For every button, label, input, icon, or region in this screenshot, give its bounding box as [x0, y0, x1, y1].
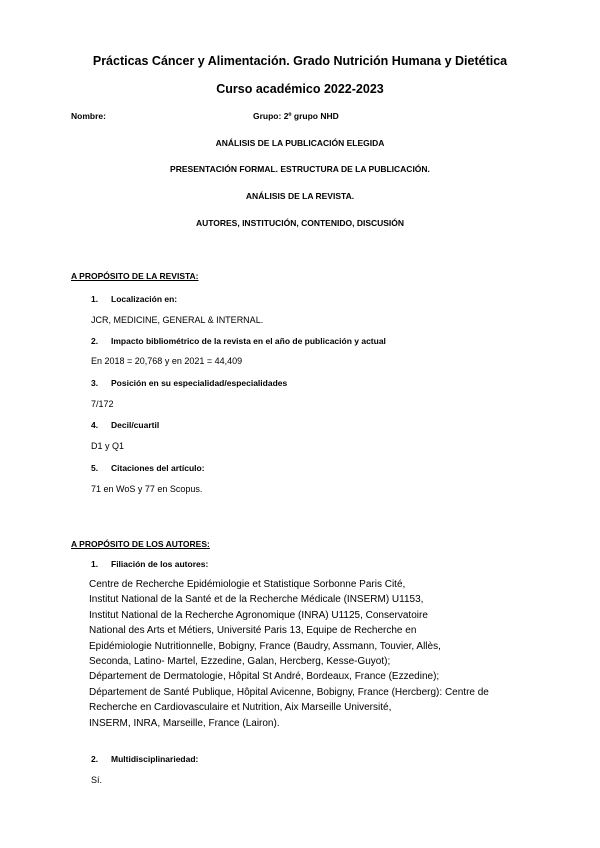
autores-answer-2: Sí. — [91, 775, 103, 785]
revista-item-3 — [91, 378, 287, 388]
affiliation-line: National des Arts et Métiers, Université Paris 13, Equipe de Recherche en — [89, 625, 417, 637]
item-number: 1. — [91, 294, 99, 304]
grupo-label: Grupo: 2º grupo NHD — [253, 111, 339, 121]
autores-item-2 — [91, 754, 198, 764]
item-label: Localización en: — [111, 294, 178, 304]
affiliation-line: Recherche en Cardiovasculaire et Nutrition, Aix Marseille Université, — [89, 702, 392, 714]
revista-answer-4: D1 y Q1 — [91, 441, 125, 451]
revista-item-5 — [91, 463, 205, 473]
item-number: 5. — [91, 463, 99, 473]
nombre-label: Nombre: — [71, 111, 106, 121]
item-number: 4. — [91, 420, 99, 430]
affiliation-line: Centre de Recherche Epidémiologie et Statistique Sorbonne Paris Cité, — [89, 579, 406, 590]
revista-answer-3: 7/172 — [91, 399, 114, 409]
item-label: Multidisciplinariedad: — [111, 754, 199, 764]
revista-item-1 — [91, 294, 177, 304]
section-heading-3: ANÁLISIS DE LA REVISTA. — [245, 191, 355, 201]
affiliation-block — [89, 577, 559, 731]
document-title: Prácticas Cáncer y Alimentación. Grado Nutrición Humana y Dietética — [92, 54, 508, 68]
item-number: 2. — [91, 336, 99, 346]
revista-answer-1: JCR, MEDICINE, GENERAL & INTERNAL. — [91, 315, 264, 325]
autores-item-1 — [91, 559, 208, 569]
affiliation-line: Institut National de la Recherche Agronomique (INRA) U1125, Conservatoire — [89, 609, 428, 621]
section-heading-2: PRESENTACIÓN FORMAL. ESTRUCTURA DE LA PUBLICACIÓN. — [170, 164, 430, 174]
affiliation-line: INSERM, INRA, Marseille, France (Lairon). — [89, 717, 280, 729]
autores-heading: A PROPÓSITO DE LOS AUTORES: — [71, 539, 210, 549]
item-number: 3. — [91, 378, 99, 388]
affiliation-line: Institut National de la Santé et de la Recherche Médicale (INSERM) U1153, — [89, 594, 424, 606]
revista-answer-2: En 2018 = 20,768 y en 2021 = 44,409 — [91, 356, 243, 366]
item-label: Decil/cuartil — [111, 420, 160, 430]
affiliation-line: Seconda, Latino- Martel, Ezzedine, Galan, Hercberg, Kesse-Guyot); — [89, 656, 391, 668]
revista-item-4 — [91, 420, 159, 430]
item-number: 1. — [91, 559, 99, 569]
section-heading-1: ANÁLISIS DE LA PUBLICACIÓN ELEGIDA — [215, 138, 385, 148]
revista-item-2 — [91, 336, 386, 346]
item-label: Posición en su especialidad/especialidades — [111, 378, 288, 388]
affiliation-line: Département de Santé Publique, Hôpital Avicenne, Bobigny, France (Hercberg): Centre de — [89, 686, 489, 698]
academic-year: Curso académico 2022-2023 — [216, 82, 384, 96]
section-heading-4: AUTORES, INSTITUCIÓN, CONTENIDO, DISCUSIÓN — [195, 218, 405, 228]
revista-heading: A PROPÓSITO DE LA REVISTA: — [71, 271, 199, 281]
affiliation-line: Département de Dermatologie, Hôpital St André, Bordeaux, France (Ezzedine); — [89, 671, 440, 683]
item-label: Citaciones del artículo: — [111, 463, 205, 473]
affiliation-line: Epidémiologie Nutritionnelle, Bobigny, France (Baudry, Assmann, Touvier, Allès, — [89, 640, 441, 652]
item-label: Filiación de los autores: — [111, 559, 209, 569]
item-number: 2. — [91, 754, 99, 764]
revista-answer-5: 71 en WoS y 77 en Scopus. — [91, 484, 203, 494]
item-label: Impacto bibliométrico de la revista en el año de publicación y actual — [111, 336, 386, 346]
